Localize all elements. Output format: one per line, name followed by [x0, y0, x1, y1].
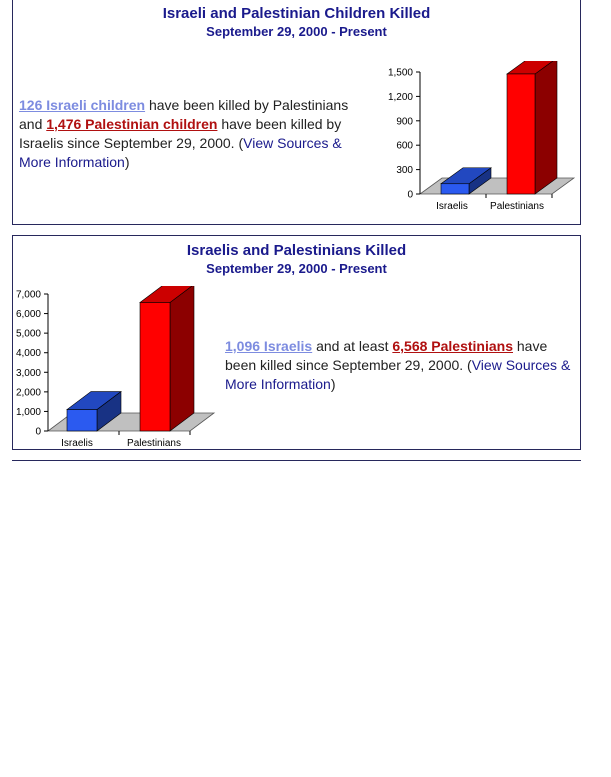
palestinian-children-link[interactable]: 1,476 Palestinian children: [46, 116, 218, 132]
y-tick-label: 4,000: [15, 348, 41, 360]
y-tick-label: 1,200: [387, 91, 413, 103]
y-tick-label: 6,000: [15, 309, 41, 321]
y-tick-label: 0: [35, 426, 41, 438]
text-segment: have been killed since September 29, 2000. (: [225, 338, 548, 373]
y-tick-label: 900: [396, 116, 413, 128]
israelis-killed-link[interactable]: 1,096 Israelis: [225, 338, 313, 354]
panel-subtitle: September 29, 2000 - Present: [206, 24, 387, 39]
children-killed-chart: [370, 61, 575, 216]
text-segment: and at least: [312, 338, 393, 354]
bar-palestinians: [140, 302, 170, 431]
y-tick-label: 300: [396, 165, 413, 177]
panel-subtitle: September 29, 2000 - Present: [206, 261, 387, 276]
bar-palestinians: [507, 74, 535, 194]
y-tick-label: 1,500: [387, 67, 413, 79]
y-tick-label: 7,000: [15, 289, 41, 301]
y-tick-label: 5,000: [15, 328, 41, 340]
bar-side: [170, 286, 194, 431]
text-segment: ): [124, 154, 130, 170]
text-segment: have been killed by Palestinians and: [19, 97, 349, 132]
bar-israelis: [441, 184, 469, 194]
x-tick-label: Palestinians: [490, 201, 544, 212]
y-tick-label: 2,000: [15, 387, 41, 399]
next-panel: [12, 460, 581, 500]
x-tick-label: Palestinians: [127, 438, 181, 448]
y-tick-label: 600: [396, 140, 413, 152]
panel-title: Israeli and Palestinian Children Killed: [162, 5, 431, 22]
text-segment: have been killed by Israelis since September 29, 2000. (: [19, 116, 342, 151]
israeli-children-link[interactable]: 126 Israeli children: [19, 97, 146, 113]
view-sources-link[interactable]: View Sources & More Information: [19, 135, 342, 170]
text-segment: ): [330, 376, 336, 392]
bar-side: [535, 61, 557, 194]
y-tick-label: 3,000: [15, 367, 41, 379]
y-tick-label: 1,000: [15, 406, 41, 418]
x-tick-label: Israelis: [436, 201, 468, 212]
total-killed-chart: [13, 286, 223, 448]
children-killed-text: [19, 96, 364, 172]
bar-israelis: [67, 410, 97, 431]
total-killed-text: [225, 337, 577, 394]
palestinians-killed-link[interactable]: 6,568 Palestinians: [392, 338, 513, 354]
y-tick-label: 0: [407, 189, 413, 201]
x-tick-label: Israelis: [61, 438, 93, 448]
panel-title: Israelis and Palestinians Killed: [186, 242, 407, 259]
children-killed-panel: [12, 0, 581, 225]
total-killed-panel: [12, 235, 581, 450]
view-sources-link[interactable]: View Sources & More Information: [225, 357, 571, 392]
